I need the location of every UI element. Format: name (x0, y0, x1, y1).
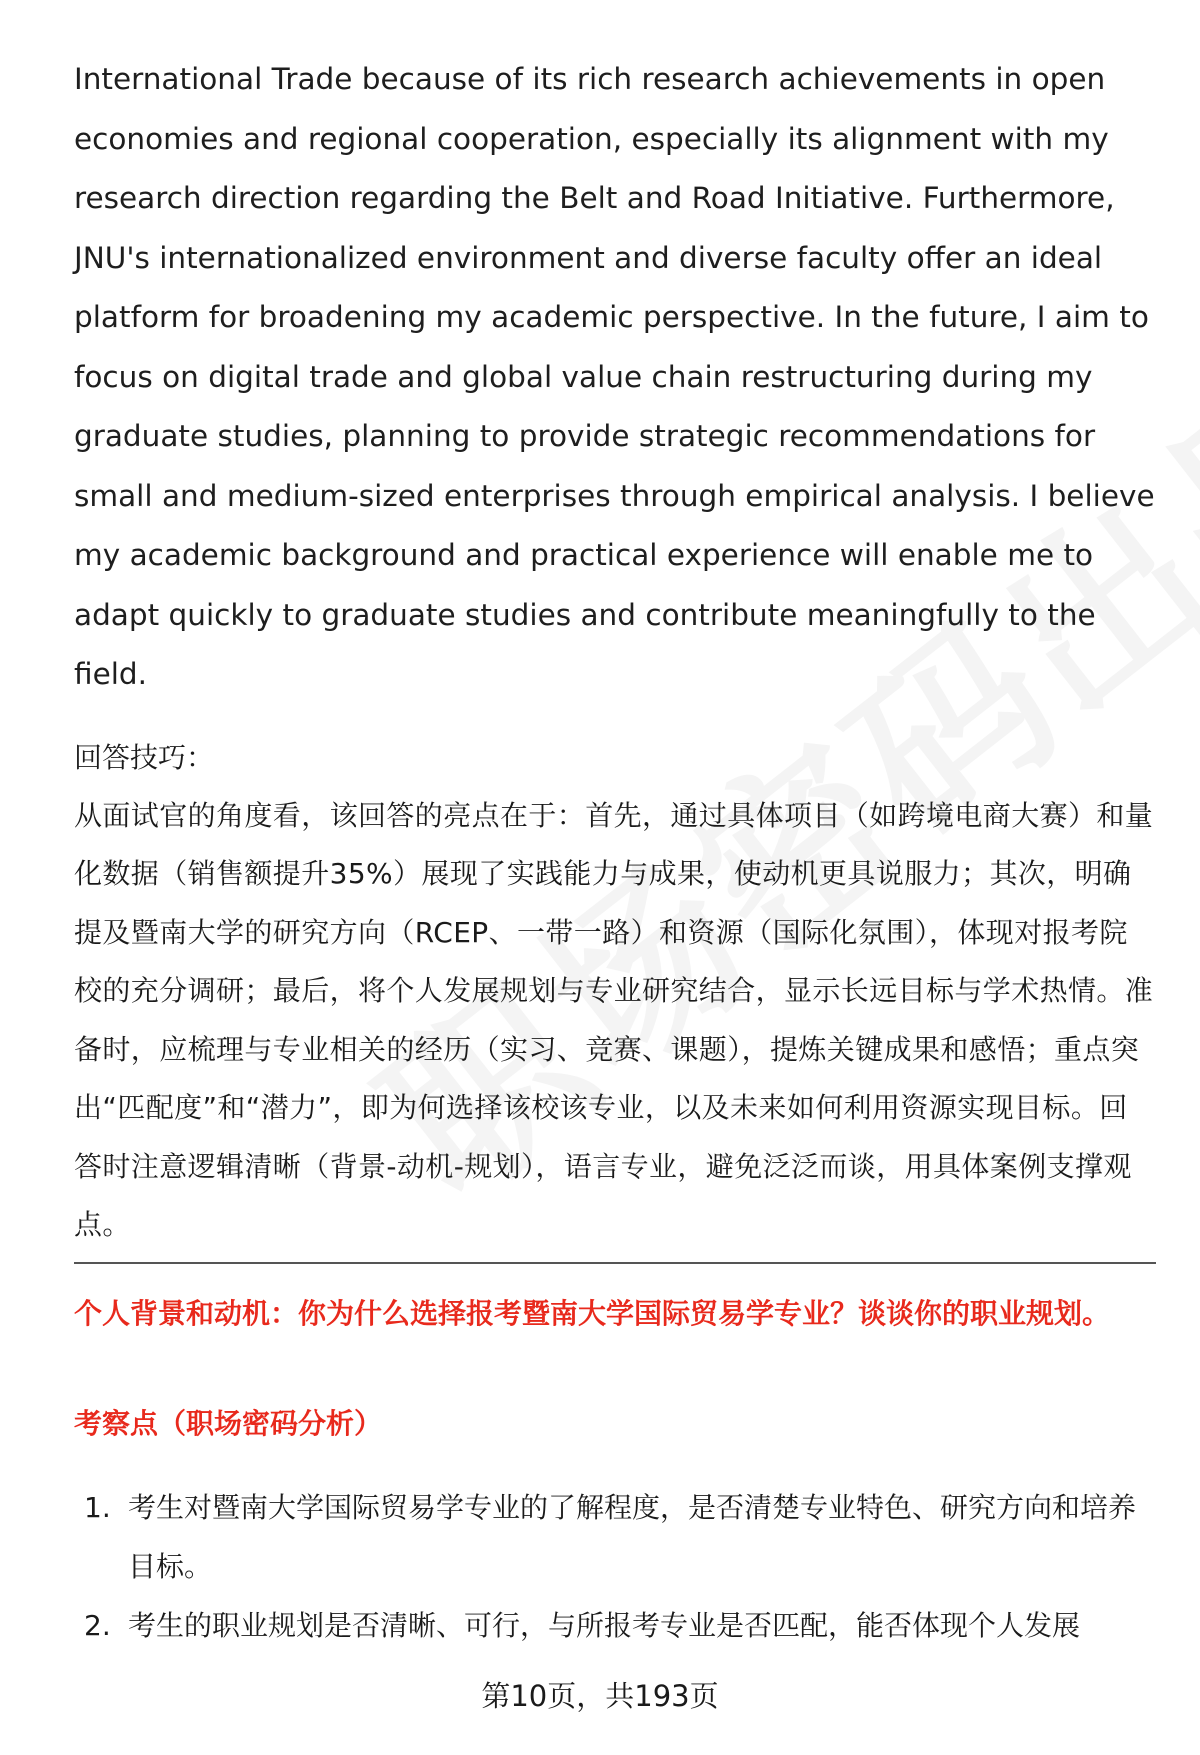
question-heading: 个人背景和动机：你为什么选择报考暨南大学国际贸易学专业？谈谈你的职业规划。 (74, 1297, 1111, 1330)
analysis-heading: 考察点（职场密码分析） (74, 1407, 383, 1440)
list-item-text: 考生的职业规划是否清晰、可行，与所报考专业是否匹配，能否体现个人发展 (128, 1609, 1081, 1642)
list-item (74, 1478, 1156, 1596)
list-item-text: 考生对暨南大学国际贸易学专业的了解程度，是否清楚专业特色、研究方向和培养目标。 (128, 1491, 1137, 1583)
list-item (74, 1596, 1156, 1655)
list-item-number: 2. (84, 1609, 111, 1642)
english-answer-paragraph: International Trade because of its rich research achievements in open economies and regional cooperation, especially its alignment with my research direction regarding the Belt and Road Initiative. Furthermore, JNU's internationalized environment and diverse faculty offer an ideal platform for broadening my academic perspective. In the future, I aim to focus on digital trade and global value chain restructuring during my graduate studies, planning to provide strategic recommendations for small and medium-sized enterprises through empirical analysis. I believe my academic background and practical experience will enable me to adapt quickly to graduate studies and contribute meaningfully to the field. (74, 62, 1155, 691)
tips-body: 从面试官的角度看，该回答的亮点在于：首先，通过具体项目（如跨境电商大赛）和量化数据（销售额提升35%）展现了实践能力与成果，使动机更具说服力；其次，明确提及暨南大学的研究方向（RCEP、一带一路）和资源（国际化氛围），体现对报考院校的充分调研；最后，将个人发展规划与专业研究结合，显示长远目标与学术热情。准备时，应梳理与专业相关的经历（实习、竞赛、课题），提炼关键成果和感悟；重点突出“匹配度”和“潜力”，即为何选择该校该专业，以及未来如何利用资源实现目标。回答时注意逻辑清晰（背景-动机-规划），语言专业，避免泛泛而谈，用具体案例支撑观点。 (74, 798, 1154, 1241)
page-footer: 第10页，共193页 (481, 1679, 719, 1713)
tips-heading: 回答技巧： (74, 740, 215, 774)
analysis-points-list (74, 1478, 1156, 1655)
main-content (74, 50, 1156, 1255)
section-divider (74, 1262, 1156, 1264)
list-item-number: 1. (84, 1491, 111, 1524)
